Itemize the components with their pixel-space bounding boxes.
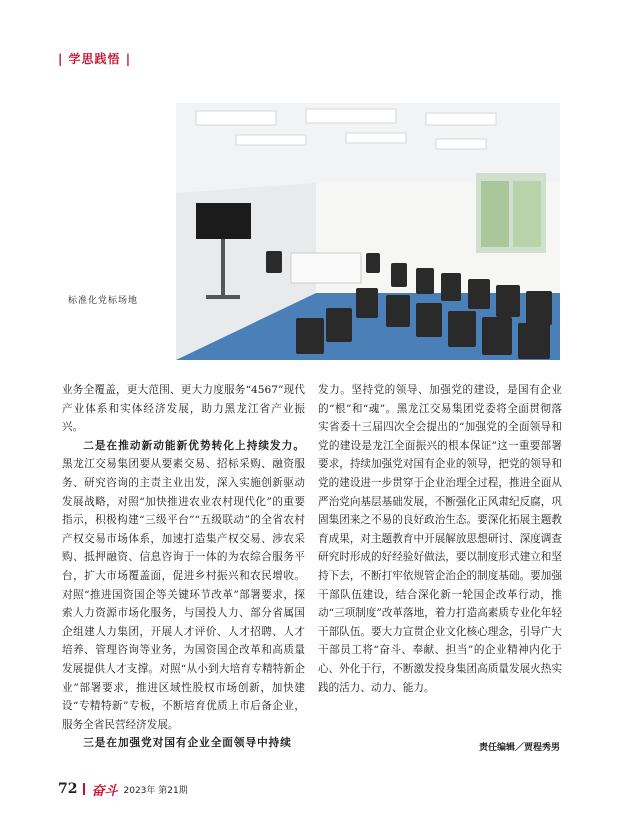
paragraph bbox=[62, 437, 305, 735]
magazine-logo: 奋斗 bbox=[91, 783, 118, 799]
paragraph: 发力。坚持党的领导、加强党的建设，是国有企业的“根”和“魂”。黑龙江交易集团党委将全面贯彻落实省委十三届四次全会提出的“加强党的全面领导和党的建设是龙江全面振兴的根本保证”这一重要部署要求，持续加强党对国有企业的领导，把党的领导和党的建设进一步贯穿于企业治理全过程，推进全面从严治党向基层基础发展，不断强化正风肃纪反腐，巩固集团来之不易的良好政治生态。要深化拓展主题教育成果，对主题教育中开展解放思想研讨、深度调查研究时形成的好经验好做法，要以制度形式建立和坚持下去，不断打牢依规管企治企的制度基础。要加强干部队伍建设，结合深化新一轮国企改革行动，推动“三项制度”改革落地，着力打造高素质专业化年轻干部队伍。要大力宣贯企业文化核心理念，引导广大干部员工将“奋斗、奉献、担当”的企业精神内化于心、外化于行，不断激发投身集团高质量发展火热实践的活力、动力、能力。 bbox=[318, 384, 562, 694]
paragraph-lead: 二是在推动新动能新优势转化上持续发力。 bbox=[83, 439, 305, 452]
editor-credit: 责任编辑／贾程秀男 bbox=[478, 743, 560, 753]
page-footer bbox=[58, 780, 188, 798]
paragraph: 业务全覆盖，更大范围、更大力度服务“4567”现代产业体系和实体经济发展，助力黑龙江省产业振兴。 bbox=[62, 384, 305, 434]
paragraph bbox=[62, 734, 305, 753]
page-number: 72 bbox=[58, 781, 78, 797]
issue-label: 2023年 第21期 bbox=[123, 785, 188, 796]
paragraph-lead: 三是在加强党对国有企业全面领导中持续 bbox=[83, 737, 292, 750]
right-column bbox=[318, 381, 562, 697]
paragraph-body: 黑龙江交易集团要从要素交易、招标采购、融资服务、研究咨询的主责主业出发，深入实施创新驱动发展战略，对照“加快推进农业农村现代化”的重要指示，积极构建“三级平台”“五级联动”的全省农村产权交易市场体系，加速打造集产权交易、涉农采购、抵押融资、信息咨询于一体的为农综合服务平台，扩大市场覆盖面，促进乡村振兴和农民增收。对照“推进国资国企等关键环节改革”部署要求，探索人力资源市场化服务，与国投人力、部分省属国企组建人力集团，开展人才评价、人才招聘、人才培养、管理咨询等业务，为国资国企改革和高质量发展提供人才支撑。对照“从小到大培育专精特新企业”部署要求，推进区域性股权市场创新，加快建设“专精特新”专板，不断培育优质上市后备企业，服务全省民营经济发展。 bbox=[62, 458, 305, 731]
meeting-room-photo bbox=[176, 103, 560, 360]
section-tag: | 学思践悟 | bbox=[58, 52, 132, 66]
divider bbox=[83, 783, 85, 795]
left-column bbox=[62, 381, 305, 753]
photo-caption: 标准化党标场地 bbox=[68, 296, 139, 306]
